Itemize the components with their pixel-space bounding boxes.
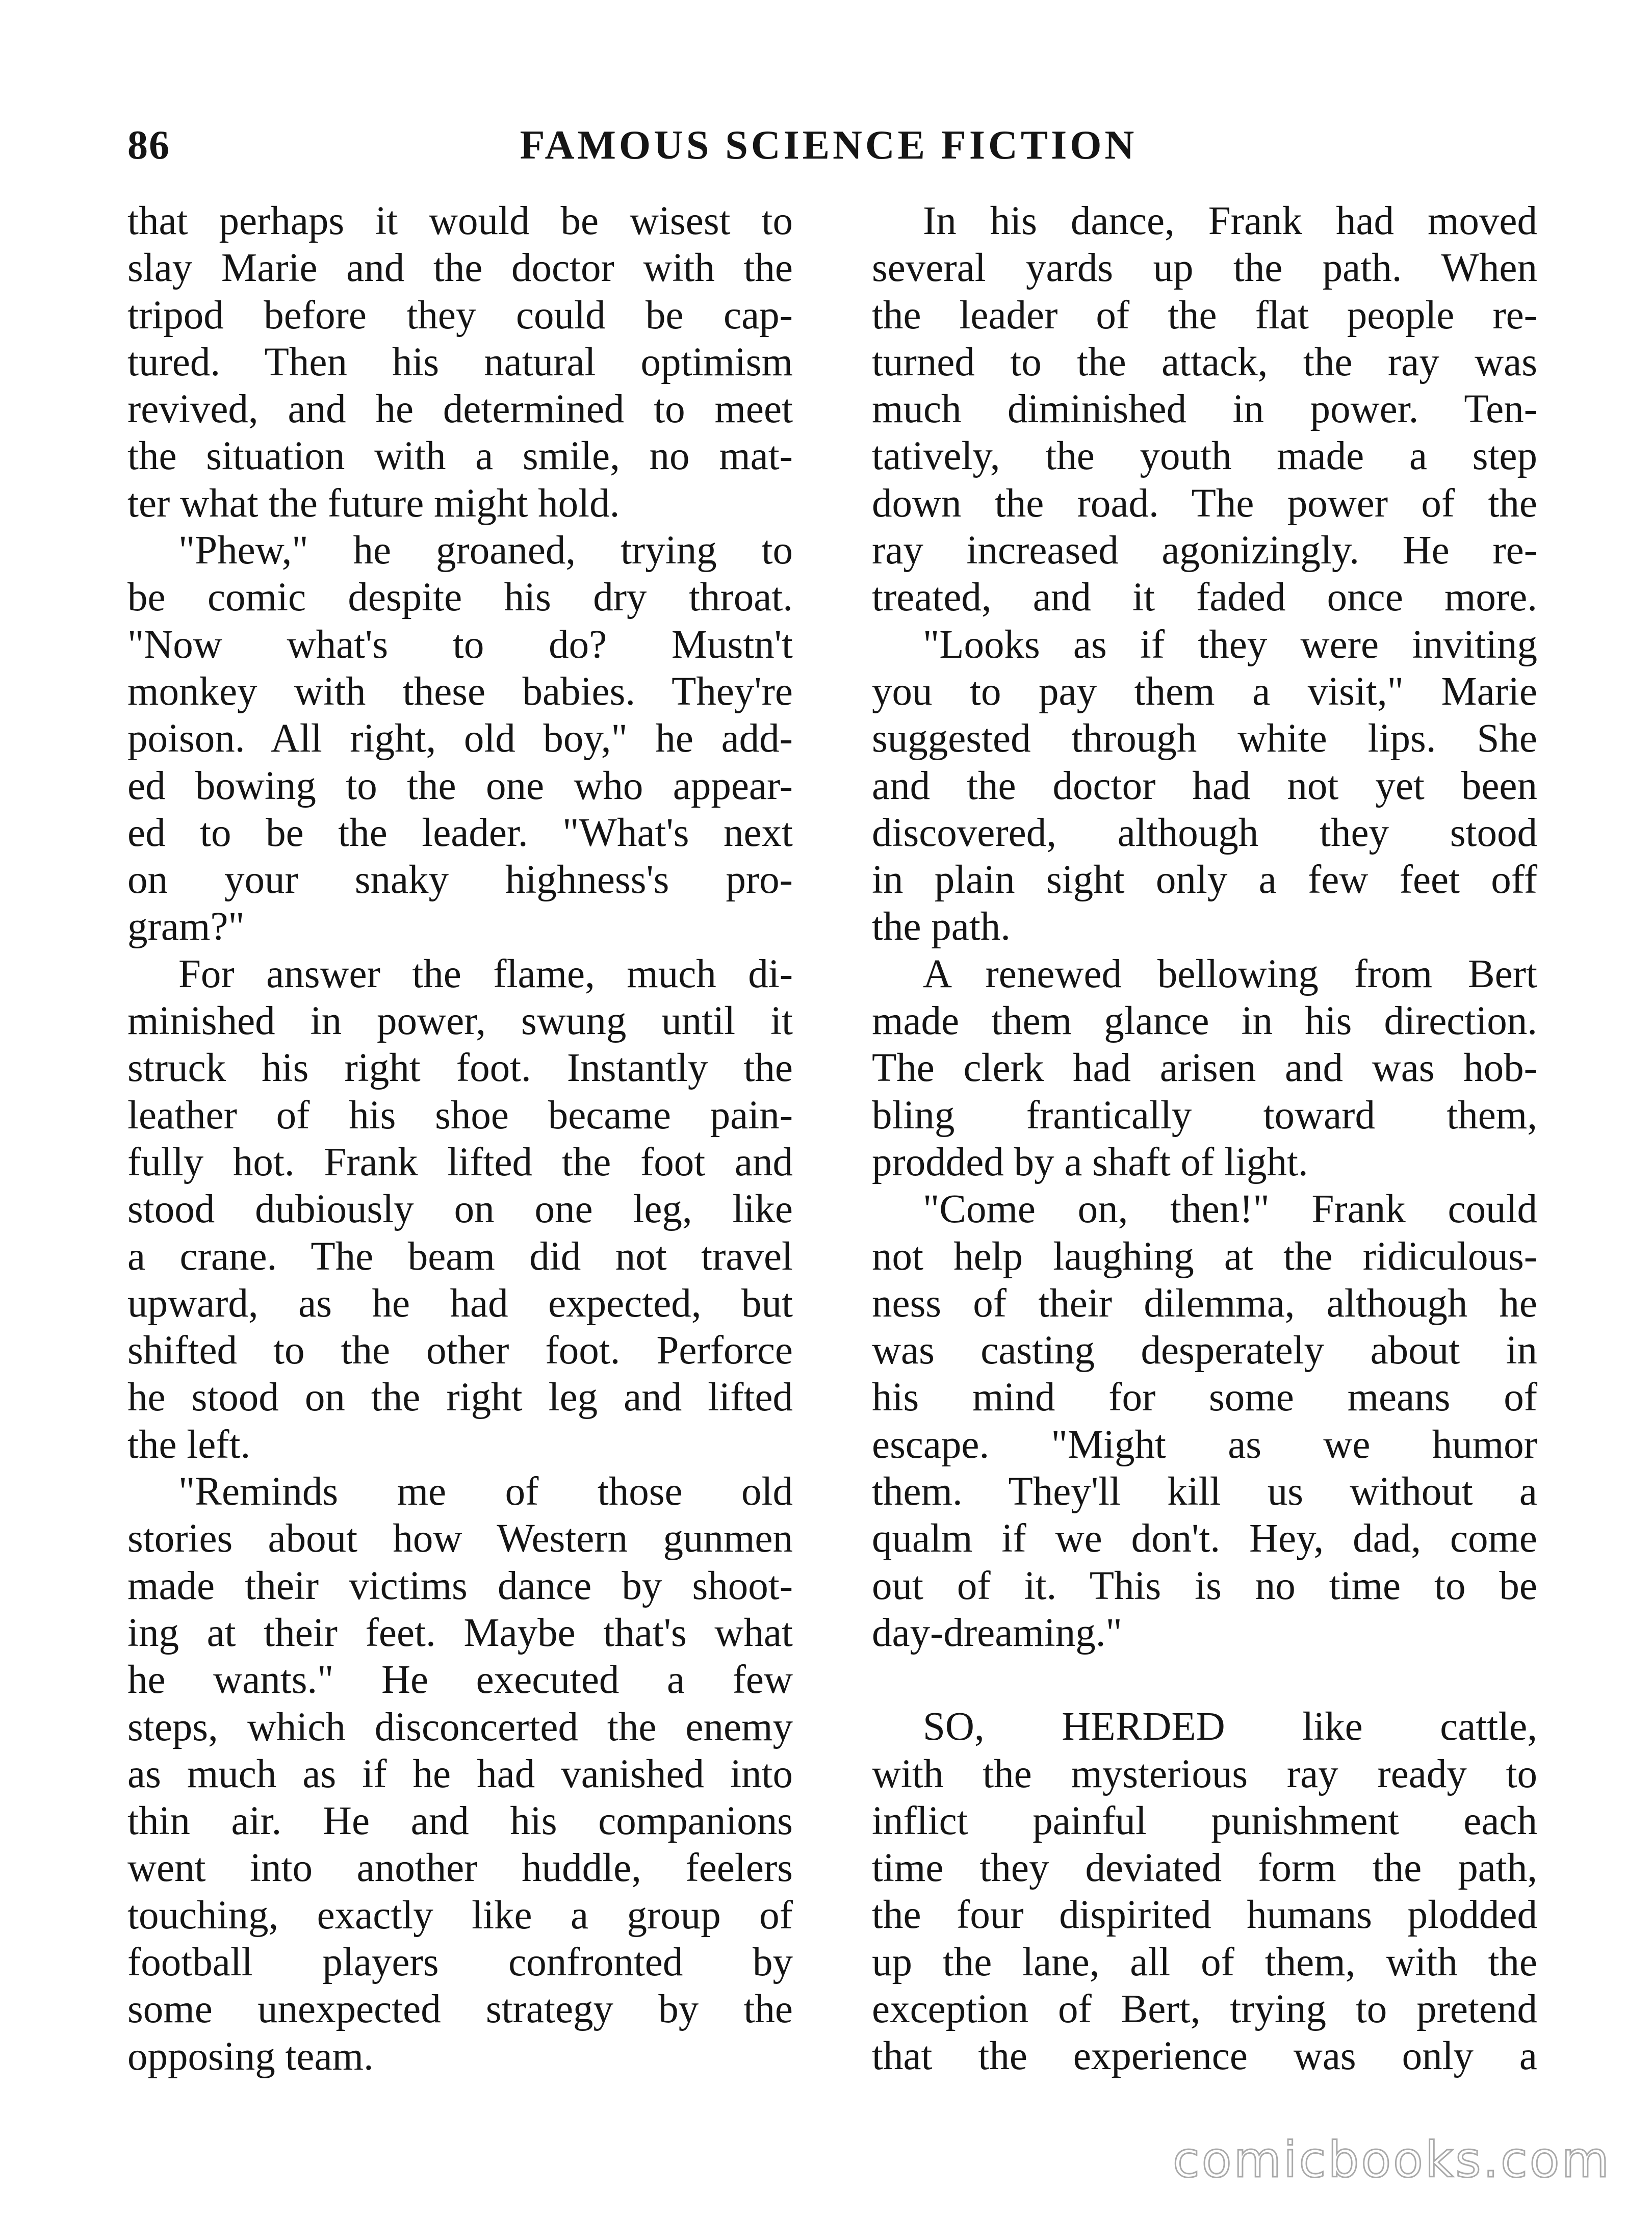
text-line: the situation with a smile, no mat- <box>127 434 793 479</box>
text-line: tripod before they could be cap- <box>127 293 793 338</box>
text-line: his mind for some means of <box>872 1375 1537 1420</box>
text-line: fully hot. Frank lifted the foot and <box>127 1140 793 1184</box>
text-line: them. They'll kill us without a <box>872 1469 1537 1514</box>
text-line: a crane. The beam did not travel <box>127 1234 793 1279</box>
text-line: shifted to the other foot. Perforce <box>127 1328 793 1373</box>
text-line: escape. "Might as we humor <box>872 1422 1537 1467</box>
text-line: the path. <box>872 905 1011 949</box>
text-line: made them glance in his direction. <box>872 999 1537 1044</box>
text-line: struck his right foot. Instantly the <box>127 1046 793 1091</box>
text-line: not help laughing at the ridiculous- <box>872 1234 1537 1279</box>
text-line: The clerk had arisen and was hob- <box>872 1046 1537 1091</box>
text-line: he wants." He executed a few <box>127 1658 793 1703</box>
watermark: comicbooks.com <box>1172 2131 1611 2188</box>
text-line: went into another huddle, feelers <box>127 1846 793 1891</box>
text-line: up the lane, all of them, with the <box>872 1940 1537 1984</box>
text-line: inflict painful punishment each <box>872 1798 1537 1843</box>
text-line: slay Marie and the doctor with the <box>127 246 793 291</box>
text-line: In his dance, Frank had moved <box>923 199 1537 243</box>
text-line: revived, and he determined to meet <box>127 387 793 432</box>
text-line: the leader of the flat people re- <box>872 293 1537 338</box>
text-line: opposing team. <box>127 2034 374 2079</box>
text-line: ness of their dilemma, although he <box>872 1281 1537 1326</box>
text-line: ter what the future might hold. <box>127 481 620 526</box>
text-line: ray increased agonizingly. He re- <box>872 528 1537 573</box>
text-line: several yards up the path. When <box>872 246 1537 291</box>
text-line: ed to be the leader. "What's next <box>127 810 793 855</box>
text-line: "Now what's to do? Mustn't <box>127 622 793 667</box>
text-line: he stood on the right leg and lifted <box>127 1375 793 1420</box>
right-column <box>872 198 1537 2080</box>
text-line: "Looks as if they were inviting <box>923 622 1537 667</box>
text-line: that perhaps it would be wisest to <box>127 199 793 243</box>
text-line: as much as if he had vanished into <box>127 1751 793 1796</box>
text-line: day-dreaming." <box>872 1610 1122 1655</box>
text-line: the left. <box>127 1422 251 1467</box>
page-header <box>127 122 1530 184</box>
text-line: touching, exactly like a group of <box>127 1893 793 1938</box>
text-line: For answer the flame, much di- <box>178 951 793 996</box>
text-line: bling frantically toward them, <box>872 1093 1537 1138</box>
text-line: with the mysterious ray ready to <box>872 1751 1537 1796</box>
page-number: 86 <box>127 123 170 168</box>
text-line: on your snaky highness's pro- <box>127 858 793 902</box>
text-line: treated, and it faded once more. <box>872 575 1537 620</box>
text-line: in plain sight only a few feet off <box>872 858 1537 902</box>
text-line: was casting desperately about in <box>872 1328 1537 1373</box>
text-line: upward, as he had expected, but <box>127 1281 793 1326</box>
text-line: and the doctor had not yet been <box>872 763 1537 808</box>
text-line: stories about how Western gunmen <box>127 1516 793 1561</box>
text-line: "Phew," he groaned, trying to <box>178 528 793 573</box>
text-line: time they deviated form the path, <box>872 1846 1537 1891</box>
text-line: prodded by a shaft of light. <box>872 1140 1308 1184</box>
text-line: tatively, the youth made a step <box>872 434 1537 479</box>
text-line: much diminished in power. Ten- <box>872 387 1537 432</box>
text-line: stood dubiously on one leg, like <box>127 1187 793 1232</box>
text-line: steps, which disconcerted the enemy <box>127 1705 793 1749</box>
text-line: qualm if we don't. Hey, dad, come <box>872 1516 1537 1561</box>
text-line: thin air. He and his companions <box>127 1799 793 1844</box>
text-line: poison. All right, old boy," he add- <box>127 716 793 761</box>
text-line: "Reminds me of those old <box>178 1469 793 1514</box>
text-line: football players confronted by <box>127 1940 793 1984</box>
text-line: down the road. The power of the <box>872 481 1537 526</box>
running-head: FAMOUS SCIENCE FICTION <box>520 123 1138 168</box>
text-line: leather of his shoe became pain- <box>127 1093 793 1138</box>
text-line: "Come on, then!" Frank could <box>923 1187 1537 1232</box>
text-line: some unexpected strategy by the <box>127 1987 793 2032</box>
text-line: discovered, although they stood <box>872 810 1537 855</box>
text-line: the four dispirited humans plodded <box>872 1893 1537 1938</box>
text-line: made their victims dance by shoot- <box>127 1563 793 1608</box>
text-line: out of it. This is no time to be <box>872 1563 1537 1608</box>
text-line: you to pay them a visit," Marie <box>872 669 1537 714</box>
text-line: suggested through white lips. She <box>872 716 1537 761</box>
text-line: turned to the attack, the ray was <box>872 340 1537 384</box>
text-line: be comic despite his dry throat. <box>127 575 793 620</box>
left-column <box>127 198 793 2080</box>
text-line: monkey with these babies. They're <box>127 669 793 714</box>
text-line: tured. Then his natural optimism <box>127 340 793 384</box>
text-line: ed bowing to the one who appear- <box>127 763 793 808</box>
text-line: that the experience was only a <box>872 2034 1537 2079</box>
text-line: ing at their feet. Maybe that's what <box>127 1610 793 1655</box>
text-line: gram?" <box>127 905 245 949</box>
text-line: minished in power, swung until it <box>127 999 793 1044</box>
text-line: A renewed bellowing from Bert <box>923 951 1537 996</box>
text-line: exception of Bert, trying to pretend <box>872 1987 1537 2031</box>
section-opening-line: SO, HERDED like cattle, <box>923 1705 1537 1749</box>
